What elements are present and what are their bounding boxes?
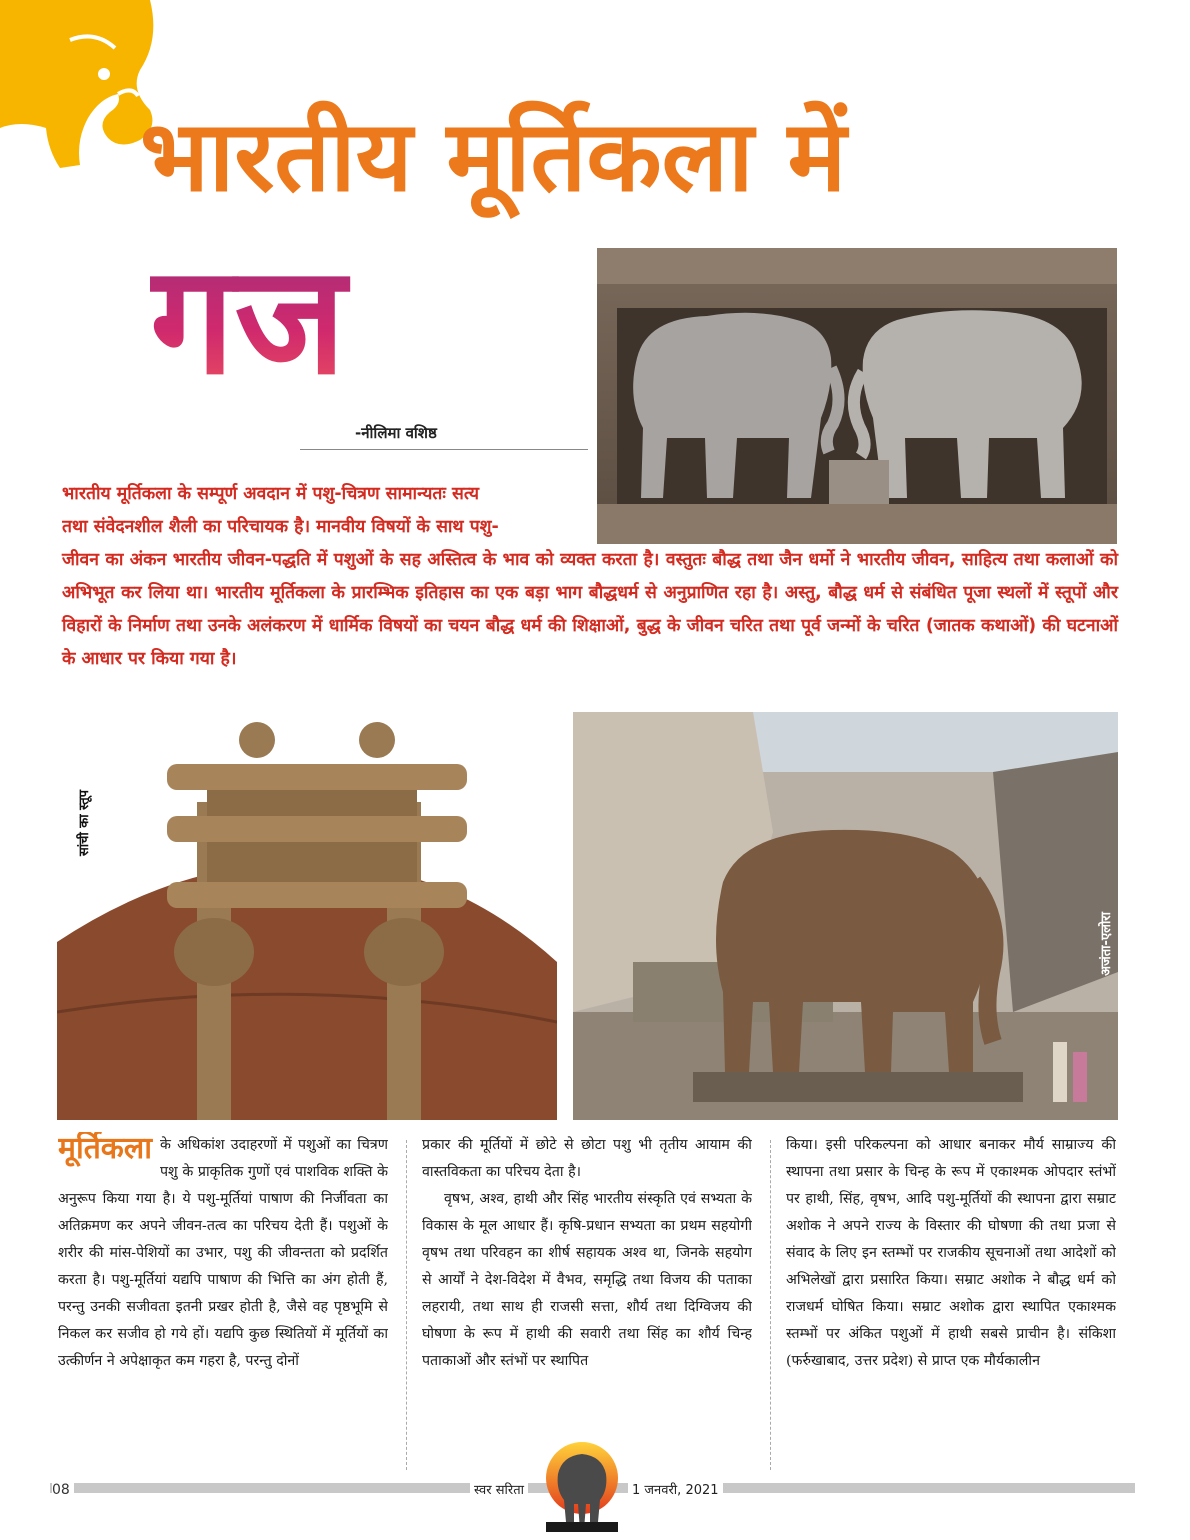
intro-line-2: तथा संवेदनशील शैली का परिचायक है। मानवीय विषयों के साथ पशु- [62,517,499,537]
page-title: भारतीय मूर्तिकला में [140,100,847,214]
column-divider [770,1140,771,1470]
body-paragraph: वृषभ, अश्व, हाथी और सिंह भारतीय संस्कृति एवं सभ्यता के विकास के मूल आधार हैं। कृषि-प्रधान सभ्यता का प्रथम सहयोगी वृषभ तथा परिवहन का शीर्ष सहायक अश्व था, जिनके सहयोग से आर्यों ने देश-विदेश में वैभव, समृद्धि तथा विजय की पताका लहरायी, तथा साथ ही राजसी सत्ता, शौर्य तथा दिग्विजय की घोषणा के रूप में हाथी की सवारी तथा सिंह का शौर्य चिन्ह पताकाओं और स्तंभों पर स्थापित [422,1191,752,1369]
elephant-sunset-logo-icon [540,1434,624,1534]
issue-date: 1 जनवरी, 2021 [628,1480,723,1498]
page-number: 08 [52,1482,74,1498]
drop-word: मूर्तिकला [58,1132,152,1166]
body-paragraph: के अधिकांश उदाहरणों में पशुओं का चित्रण पशु के प्राकृतिक गुणों एवं पाशविक शक्ति के अनुरूप किया गया है। ये पशु-मूर्तियां पाषाण की निर्जीवता का अतिक्रमण कर अपने जीवन-तत्व का परिचय देती हैं। पशुओं के शरीर की मांस-पेशियों का उभार, पशु की जीवन्तता को प्रदर्शित करता है। पशु-मूर्तियां यद्यपि पाषाण की भित्ति का अंग होती हैं, परन्तु उनकी सजीवता इतनी प्रखर होती है, जैसे वह पृष्ठभूमि से निकल कर सजीव हो गये हों। यद्यपि कुछ स्थितियों में मूर्तियों का उत्कीर्णन ने अपेक्षाकृत कम गहरा है, परन्तु दोनों [58,1137,388,1369]
caption-sanchi: सांची का स्तूप [77,790,92,857]
intro-paragraph [62,478,1118,698]
intro-line-1: भारतीय मूर्तिकला के सम्पूर्ण अवदान में पशु-चित्रण सामान्यतः सत्य [62,484,480,504]
author-byline: -नीलिमा वशिष्ठ [300,420,588,450]
body-column-1 [58,1132,388,1477]
body-paragraph: किया। इसी परिकल्पना को आधार बनाकर मौर्य साम्राज्य की स्थापना तथा प्रसार के चिन्ह के रूप में एकाश्मक ओपदार स्तंभों पर हाथी, सिंह, वृषभ, आदि पशु-मूर्तियों की स्थापना द्वारा सम्राट अशोक ने अपने राज्य के विस्तार की घोषणा की तथा प्रजा से संवाद के लिए इन स्तम्भों पर राजकीय सूचनाओं तथा आदेशों को अभिलेखों द्वारा प्रसारित किया। सम्राट अशोक ने बौद्ध धर्म को राजधर्म घोषित किया। सम्राट अशोक द्वारा स्थापित एकाश्मक स्तम्भों पर अंकित पशुओं में हाथी सबसे प्राचीन है। संकिशा (फर्रुखाबाद, उत्तर प्रदेश) से प्राप्त एक मौर्यकालीन [786,1137,1116,1369]
body-paragraph: प्रकार की मूर्तियों में छोटे से छोटा पशु भी तृतीय आयाम की वास्तविकता का परिचय देता है। [422,1137,752,1180]
photo-sanchi-stupa [57,712,557,1120]
photo-ellora-elephant [573,712,1118,1120]
intro-text: जीवन का अंकन भारतीय जीवन-पद्धति में पशुओं के सह अस्तित्व के भाव को व्यक्त करता है। वस्तुतः बौद्ध तथा जैन धर्मो ने भारतीय जीवन, साहित्य तथा कलाओं को अभिभूत कर लिया था। भारतीय मूर्तिकला के प्रारम्भिक इतिहास का एक बड़ा भाग बौद्धधर्म से अनुप्राणित रहा है। अस्तु, बौद्ध धर्म से संबंधित पूजा स्थलों में स्तूपों और विहारों के निर्माण तथा उनके अलंकरण में धार्मिक विषयों का चयन बौद्ध धर्म की शिक्षाओं, बुद्ध के जीवन चरित तथा पूर्व जन्मों के चरित (जातक कथाओं) की घटनाओं के आधार पर किया गया है। [62,550,1118,669]
magazine-name: स्वर सरिता [470,1480,528,1498]
caption-ellora: अजंता-एलोरा [1099,912,1114,976]
body-column-3 [786,1132,1116,1477]
page-title-highlight: गज [150,226,590,416]
elephant-logo-icon [0,0,160,170]
column-divider [406,1140,407,1470]
body-column-2 [422,1132,752,1477]
